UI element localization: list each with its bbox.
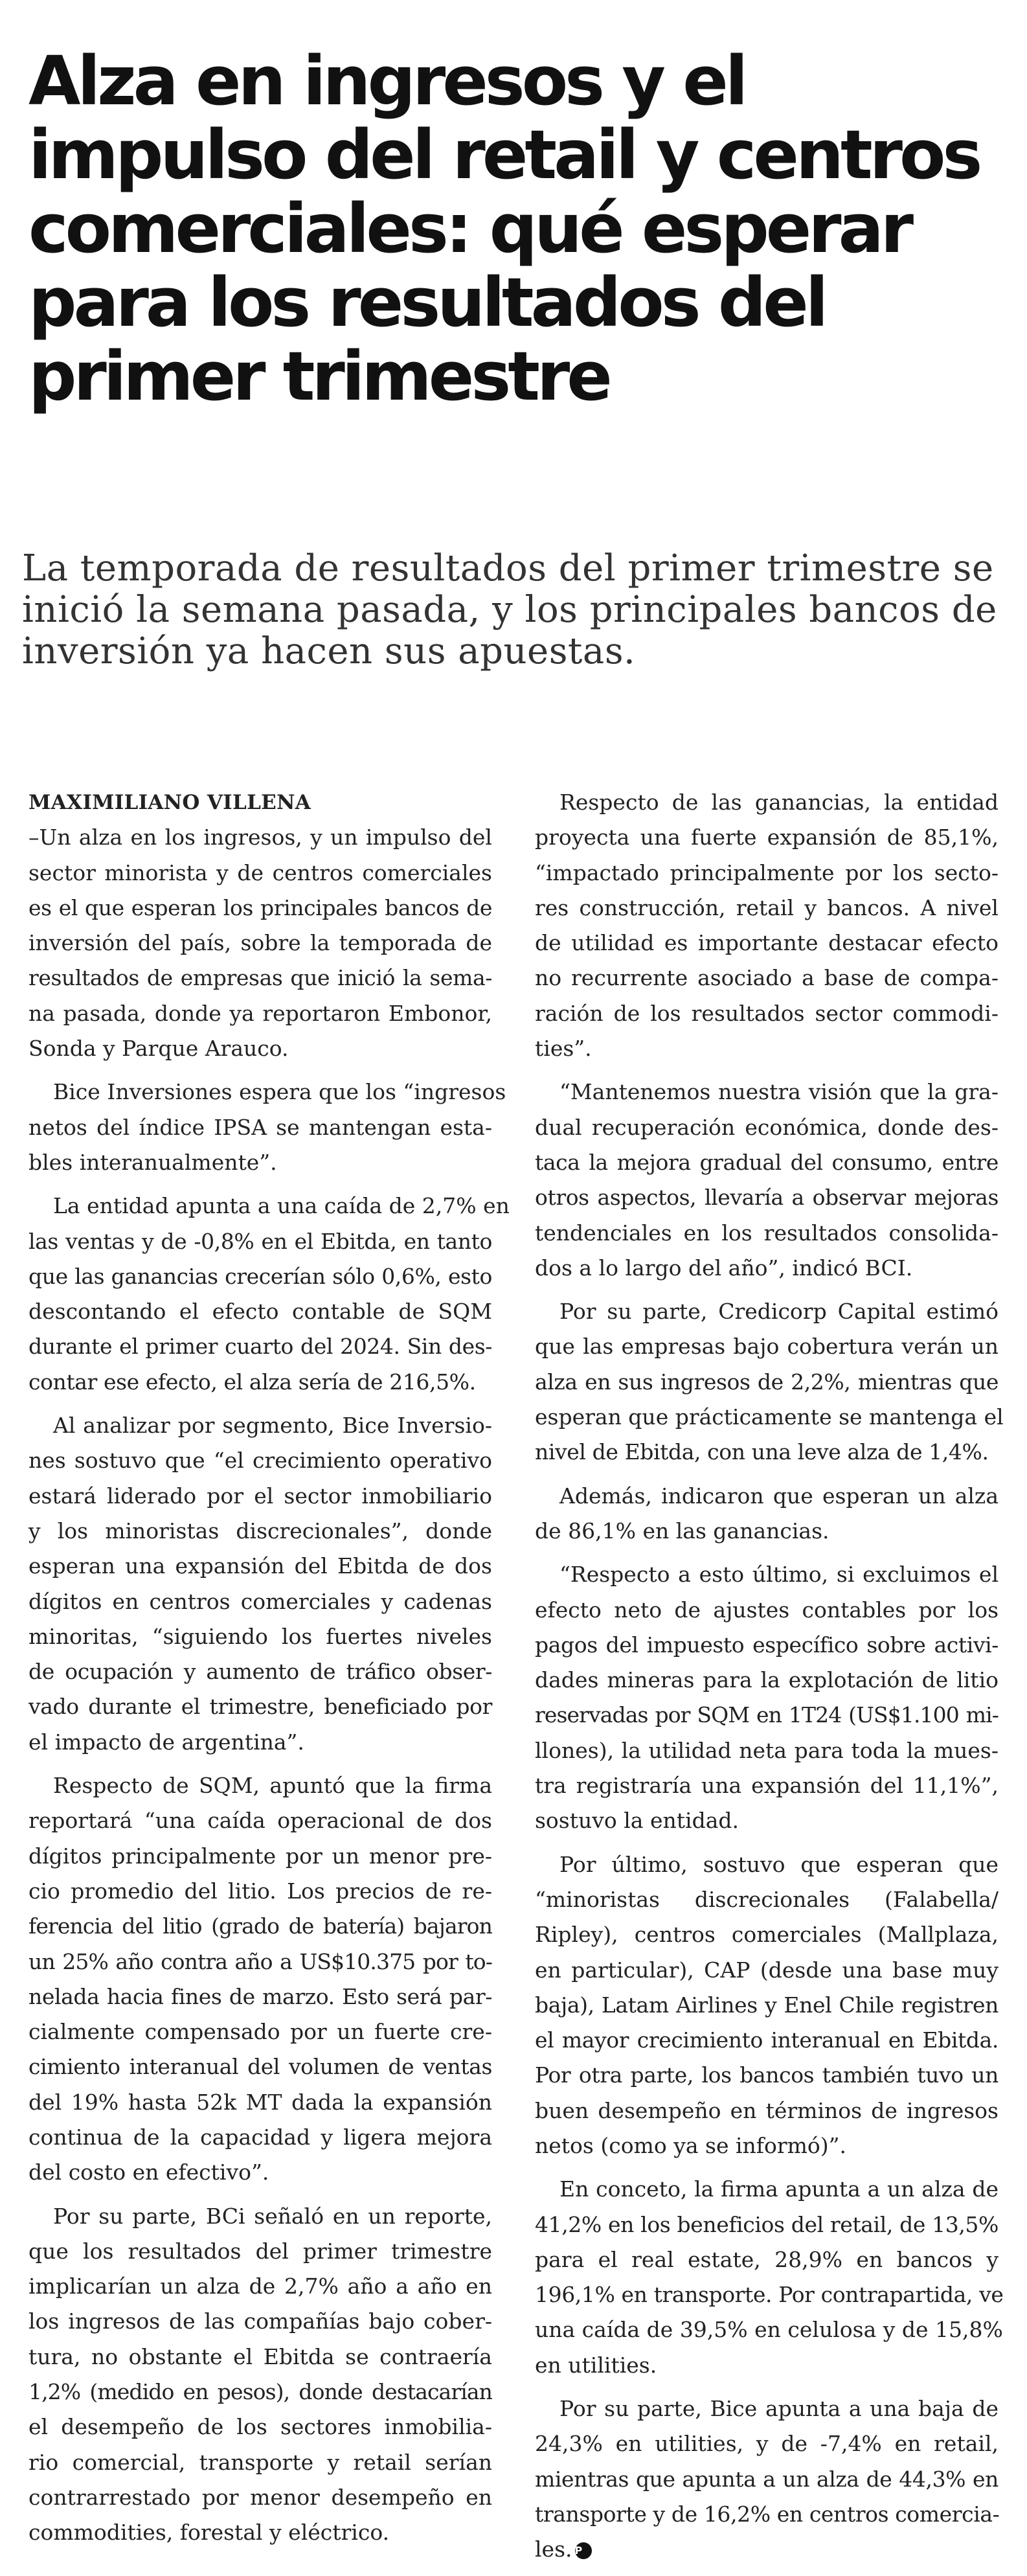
text-line: cio promedio del litio. Los precios de re- [28, 1878, 492, 1904]
text-line: La entidad apunta a una caída de 2,7% en [53, 1193, 510, 1219]
text-line: contrarrestado por menor desempeño en [28, 2484, 492, 2510]
text-line: de utilidad es importante destacar efecto [535, 930, 999, 956]
text-line: Ripley), centros comerciales (Mallplaza, [535, 1922, 999, 1948]
text-line: dual recuperación económica, donde des- [535, 1114, 999, 1140]
text-line: y los minoristas discrecionales”, donde [28, 1518, 492, 1544]
text-line: “minoristas discrecionales (Falabella/ [535, 1886, 999, 1912]
text-line: Respecto de SQM, apuntó que la firma [53, 1773, 492, 1799]
text-line: baja), Latam Airlines y Enel Chile registren [535, 1992, 999, 2018]
text-line: implicarían un alza de 2,7% año a año en [28, 2274, 492, 2299]
text-line: alza en sus ingresos de 2,2%, mientras que [535, 1369, 999, 1395]
text-line: bles interanualmente”. [28, 1149, 277, 1175]
text-line: nivel de Ebitda, con una leve alza de 1,4%. [535, 1439, 989, 1465]
text-line: dos a lo largo del año”, indicó BCI. [535, 1255, 913, 1281]
text-line: Además, indicaron que esperan un alza [559, 1483, 999, 1509]
text-line: Por su parte, Bice apunta a una baja de [559, 2396, 999, 2422]
text-line: del costo en efectivo”. [28, 2160, 269, 2185]
text-line: “Mantenemos nuestra visión que la gra- [559, 1079, 999, 1105]
text-line: Al analizar por segmento, Bice Inversio- [53, 1413, 492, 1439]
text-line: sostuvo la entidad. [535, 1808, 739, 1834]
text-line: Por último, sostuvo que esperan que [559, 1851, 999, 1877]
text-line: reservadas por SQM en 1T24 (US$1.100 mi- [535, 1702, 999, 1728]
paragraph [535, 785, 999, 1066]
text-line: ties”. [535, 1036, 592, 1062]
text-line: efecto neto de ajustes contables por los [535, 1597, 999, 1623]
paragraph [535, 1294, 1004, 1470]
text-line: ración de los resultados sector commodi- [535, 1000, 999, 1026]
headline-line: impulso del retail y centros [28, 115, 980, 194]
text-line: transporte y de 16,2% en centros comercia- [535, 2501, 1000, 2527]
text-line: netos del índice IPSA se mantengan esta- [28, 1114, 492, 1140]
text-line: –Un alza en los ingresos, y un impulso del [28, 825, 492, 850]
text-line: nes sostuvo que “el crecimiento operativo [28, 1448, 492, 1474]
text-line: un 25% año contra año a US$10.375 por to- [28, 1948, 492, 1974]
headline-line: comerciales: qué esperar [28, 189, 911, 268]
text-line: inversión del país, sobre la temporada de [28, 930, 492, 956]
text-line: otros aspectos, llevaría a observar mejoras [535, 1185, 999, 1211]
headline-line: Alza en ingresos y el [28, 41, 745, 120]
deck-line: La temporada de resultados del primer trimestre se [22, 547, 994, 589]
paragraph [535, 1847, 999, 2164]
text-line: mientras que apunta a un alza de 44,3% en [535, 2466, 999, 2492]
text-line: commodities, forestal y eléctrico. [28, 2520, 390, 2546]
text-line: las ventas y de -0,8% en el Ebitda, en tanto [28, 1228, 492, 1254]
text-line: una caída de 39,5% en celulosa y de 15,8% [535, 2317, 1003, 2343]
text-line: no recurrente asociado a base de compa- [535, 965, 999, 991]
text-line: tura, no obstante el Ebitda se contraería [28, 2343, 492, 2369]
text-line: es el que esperan los principales bancos de [28, 895, 492, 920]
text-line: buen desempeño en términos de ingresos [535, 2097, 999, 2123]
text-line: dígitos principalmente por un menor pre- [28, 1843, 492, 1869]
text-line: tendenciales en los resultados consolida- [535, 1220, 999, 1246]
text-line: 1,2% (medido en pesos), donde destacarían [28, 2379, 492, 2405]
text-line: llones), la utilidad neta para toda la mues- [535, 1737, 999, 1763]
text-line: res construcción, retail y bancos. A nivel [535, 895, 999, 920]
author-byline: MAXIMILIANO VILLENA [28, 791, 311, 814]
text-line: en utilities. [535, 2352, 657, 2378]
text-line: de 86,1% en las ganancias. [535, 1518, 830, 1544]
text-line: dades mineras para la explotación de litio [535, 1667, 999, 1693]
text-line: cialmente compensado por un fuerte cre- [28, 2019, 492, 2045]
text-line: que los resultados del primer trimestre [28, 2238, 492, 2264]
text-line: Bice Inversiones espera que los “ingresos [53, 1079, 506, 1105]
text-line: de ocupación y aumento de tráfico obser- [28, 1659, 492, 1685]
text-line: durante el primer cuarto del 2024. Sin des- [28, 1334, 492, 1360]
text-line: el mayor crecimiento interanual en Ebitda. [535, 2027, 999, 2053]
right-column [535, 785, 1004, 2576]
paragraph [535, 1075, 999, 1286]
text-line: que las empresas bajo cobertura verán un [535, 1334, 999, 1360]
text-line-end: les. [535, 2536, 572, 2562]
text-line: 196,1% en transporte. Por contrapartida, ve [535, 2282, 1004, 2308]
text-line: minoritas, “siguiendo los fuertes niveles [28, 1623, 492, 1649]
deck-subtitle [22, 548, 1006, 672]
text-line: Por otra parte, los bancos también tuvo un [535, 2062, 999, 2088]
text-line: estará liderado por el sector inmobiliario [28, 1483, 492, 1509]
text-line: proyecta una fuerte expansión de 85,1%, [535, 825, 999, 850]
paragraph [28, 820, 492, 1066]
text-line: Respecto de las ganancias, la entidad [559, 790, 999, 815]
text-line: “Respecto a esto último, si excluimos el [559, 1562, 999, 1588]
text-line: contar ese efecto, el alza sería de 216,5%. [28, 1369, 476, 1395]
paragraph [28, 1768, 492, 2191]
text-line: taca la mejora gradual del consumo, entre [535, 1149, 999, 1175]
text-line: Por su parte, Credicorp Capital estimó [559, 1299, 999, 1325]
paragraph [535, 1557, 999, 1838]
text-line: que las ganancias crecerían sólo 0,6%, esto [28, 1263, 492, 1289]
deck-line: inició la semana pasada, y los principales bancos de [22, 589, 997, 631]
end-of-article-icon: P [575, 2542, 592, 2559]
headline-line: para los resultados del [28, 263, 826, 342]
text-line: rio comercial, transporte y retail serían [28, 2449, 492, 2475]
text-line: continua de la capacidad y ligera mejora [28, 2124, 492, 2150]
paragraph [28, 1075, 506, 1180]
text-line: reportará “una caída operacional de dos [28, 1808, 492, 1834]
text-line: netos (como ya se informó)”. [535, 2132, 847, 2158]
text-line: del 19% hasta 52k MT dada la expansión [28, 2089, 492, 2115]
text-line: nelada hacia fines de marzo. Esto será par- [28, 1983, 492, 2009]
text-line: 41,2% en los beneficios del retail, de 13,5% [535, 2211, 999, 2237]
headline-line: primer trimestre [28, 337, 609, 416]
text-line: dígitos en centros comerciales y cadenas [28, 1588, 492, 1614]
text-line: el impacto de argentina”. [28, 1729, 304, 1755]
text-line: para el real estate, 28,9% en bancos y [535, 2246, 999, 2272]
paragraph [28, 1408, 492, 1760]
left-column [28, 785, 510, 2559]
text-line: los ingresos de las compañías bajo cober- [28, 2308, 492, 2334]
text-line: resultados de empresas que inició la sema- [28, 965, 492, 991]
text-line: esperan que prácticamente se mantenga el [535, 1404, 1004, 1430]
text-line: En conceto, la firma apunta a un alza de [559, 2176, 999, 2202]
paragraph [535, 2172, 1004, 2383]
text-line [535, 2532, 999, 2567]
paragraph [535, 2391, 999, 2567]
text-line: cimiento interanual del volumen de ventas [28, 2054, 492, 2080]
headline [28, 41, 1013, 416]
text-line: descontando el efecto contable de SQM [28, 1299, 492, 1325]
text-line: 24,3% en utilities, y de -7,4% en retail, [535, 2431, 999, 2457]
text-line: Sonda y Parque Arauco. [28, 1036, 289, 1062]
text-line: ferencia del litio (grado de batería) bajaron [28, 1913, 492, 1939]
text-line: Por su parte, BCi señaló en un reporte, [53, 2203, 492, 2229]
paragraph [28, 1189, 510, 1400]
text-line: tra registraría una expansión del 11,1%”, [535, 1773, 999, 1799]
text-line: esperan una expansión del Ebitda de dos [28, 1553, 492, 1579]
paragraph [535, 1479, 999, 1549]
text-line: pagos del impuesto específico sobre activi- [535, 1632, 999, 1658]
text-line: en particular), CAP (desde una base muy [535, 1957, 999, 1983]
text-line: sector minorista y de centros comerciales [28, 860, 492, 885]
deck-line: inversión ya hacen sus apuestas. [22, 630, 636, 672]
text-line: el desempeño de los sectores inmobilia- [28, 2414, 492, 2440]
paragraph [28, 2199, 492, 2551]
text-line: na pasada, donde ya reportaron Embonor, [28, 1000, 492, 1026]
text-line: “impactado principalmente por los secto- [535, 860, 999, 885]
text-line: vado durante el trimestre, beneficiado por [28, 1694, 492, 1720]
